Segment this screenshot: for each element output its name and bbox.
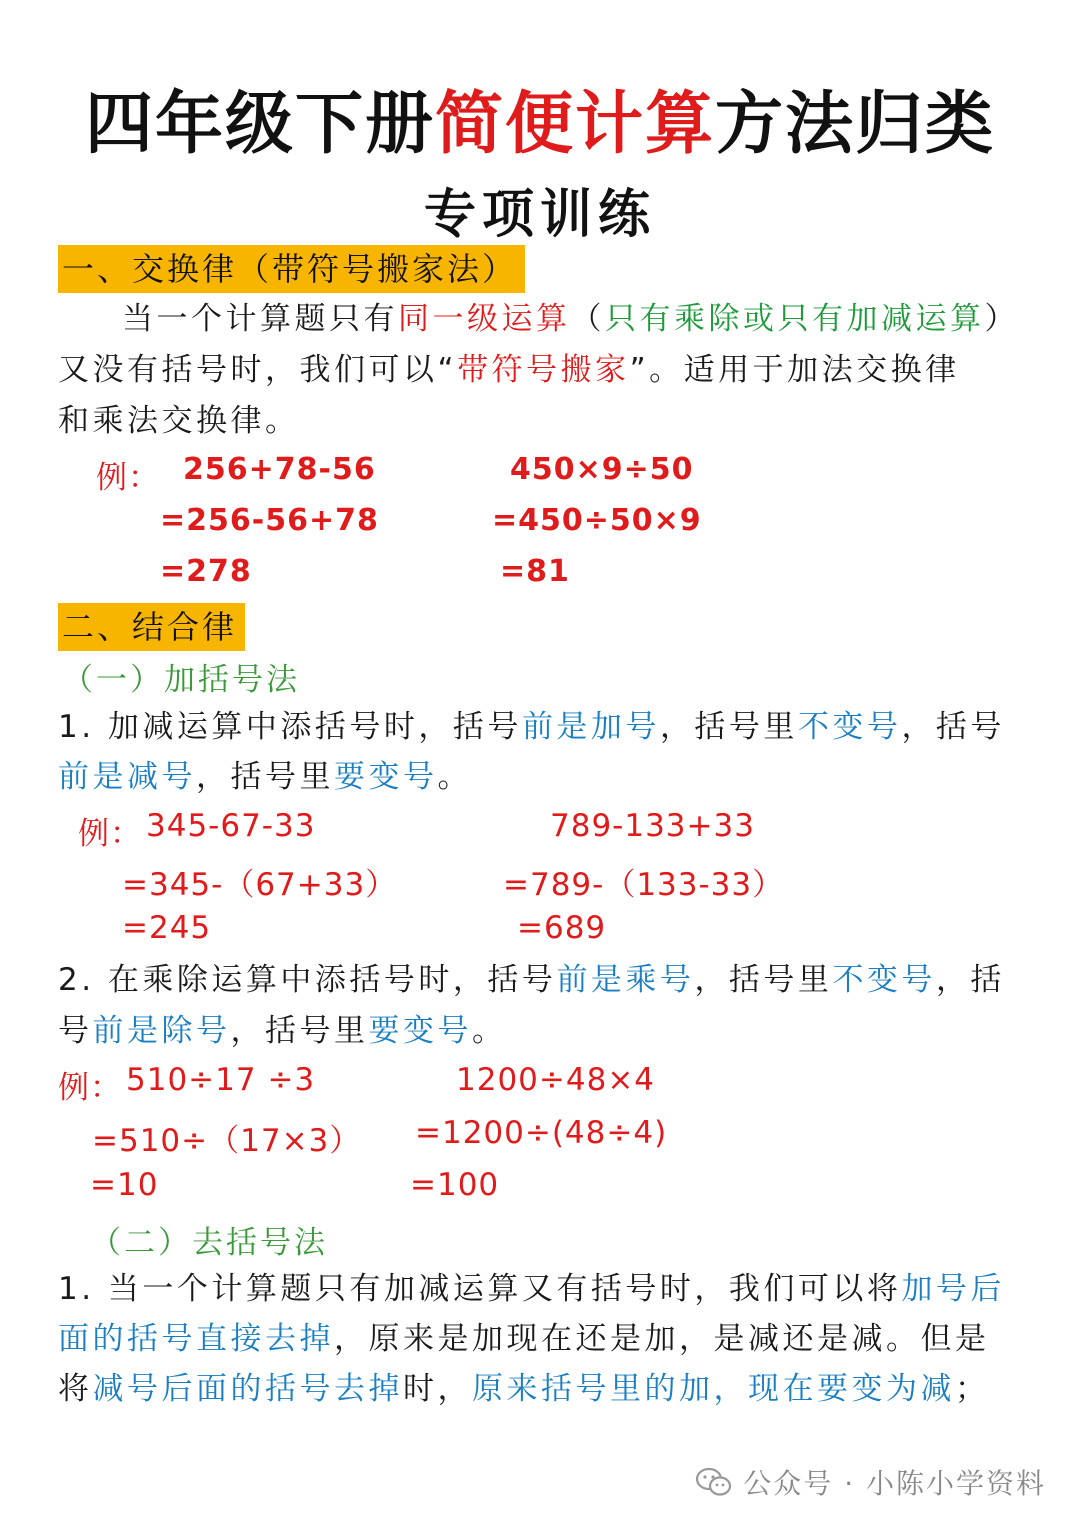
- example-label: 例：: [96, 460, 160, 496]
- section2-heading: 二、结合律: [58, 603, 245, 651]
- example-line: =245: [122, 910, 212, 946]
- rule2-line2: 号前是除号，括号里要变号。: [58, 1013, 507, 1049]
- example-line: 345-67-33: [146, 808, 316, 844]
- rule3-line2: 面的括号直接去掉，原来是加现在还是加，是减还是减。但是: [58, 1321, 990, 1357]
- subsection2-heading: （二）去括号法: [90, 1225, 328, 1261]
- example-line: =689: [517, 910, 607, 946]
- section1-para-line1: 当一个计算题只有同一级运算（只有乘除或只有加减运算）: [122, 301, 1019, 337]
- title-highlight: 简便计算: [434, 85, 715, 164]
- example-label: 例：: [78, 816, 142, 852]
- example-line: =256-56+78: [160, 503, 379, 538]
- section1-para-line3: 和乘法交换律。: [58, 403, 300, 439]
- example-line: =81: [500, 554, 570, 589]
- wechat-icon: [695, 1467, 733, 1497]
- example-line: 510÷17 ÷3: [126, 1062, 316, 1098]
- rule1-line1: 1. 加减运算中添括号时，括号前是加号，括号里不变号，括号: [58, 709, 1005, 745]
- watermark: [695, 1462, 1046, 1502]
- section1-heading: 一、交换律（带符号搬家法）: [58, 245, 525, 293]
- example-line: 789-133+33: [550, 808, 755, 844]
- subsection1-heading: （一）加括号法: [62, 662, 300, 698]
- example-line: 1200÷48×4: [456, 1062, 656, 1098]
- example-line: 450×9÷50: [510, 452, 694, 487]
- example-label: 例：: [58, 1070, 122, 1106]
- rule2-line1: 2. 在乘除运算中添括号时，括号前是乘号，括号里不变号，括: [58, 962, 1005, 998]
- rule1-line2: 前是减号，括号里要变号。: [58, 759, 472, 795]
- example-line: =1200÷(48÷4): [415, 1115, 668, 1151]
- watermark-text: 公众号 · 小陈小学资料: [743, 1467, 1046, 1500]
- example-line: =789-（133-33）: [503, 867, 785, 903]
- page-subtitle: 专项训练: [423, 185, 656, 245]
- rule3-line1: 1. 当一个计算题只有加减运算又有括号时，我们可以将加号后: [58, 1271, 1005, 1307]
- example-line: =345-（67+33）: [122, 867, 398, 903]
- example-line: 256+78-56: [183, 452, 376, 487]
- example-line: =10: [90, 1167, 159, 1203]
- example-line: =510÷（17×3）: [92, 1123, 362, 1159]
- title-part1: 四年级下册: [84, 85, 435, 164]
- example-line: =100: [410, 1167, 500, 1203]
- example-line: =450÷50×9: [492, 503, 702, 538]
- title-part3: 方法归类: [715, 85, 996, 164]
- rule3-line3: 将减号后面的括号去掉时，原来括号里的加，现在要变为减；: [58, 1371, 990, 1407]
- page-title: [0, 70, 1080, 167]
- example-line: =278: [160, 554, 252, 589]
- section1-para-line2: 又没有括号时，我们可以“带符号搬家”。适用于加法交换律: [58, 352, 960, 388]
